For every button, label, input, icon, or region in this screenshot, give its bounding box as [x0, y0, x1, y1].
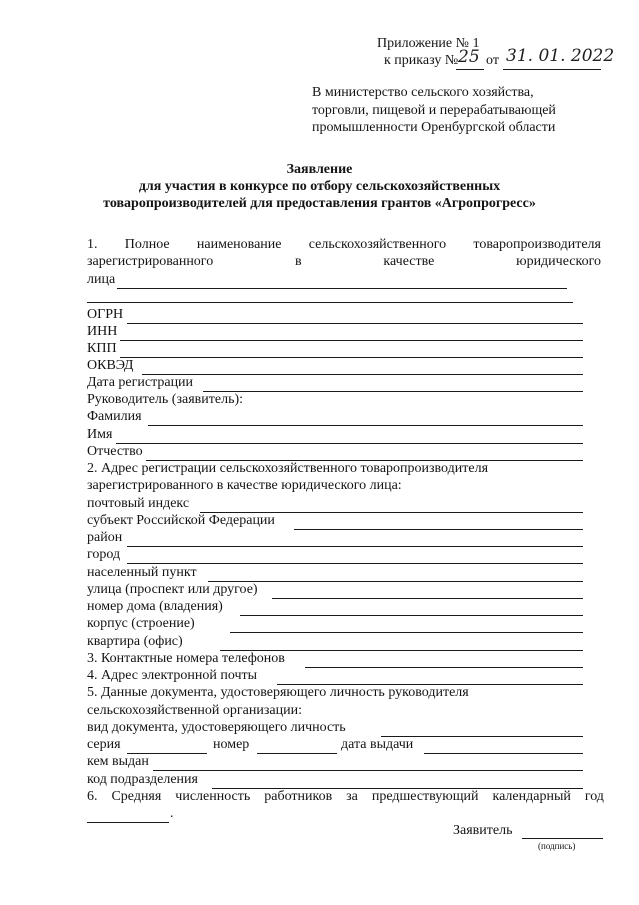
signature-field[interactable] [522, 838, 603, 839]
section6-word: численность [175, 789, 251, 804]
appendix-order-label: к приказу № [384, 53, 459, 68]
building-label: корпус (строение) [87, 616, 195, 631]
flat-label: квартира (офис) [87, 634, 183, 649]
issue-date-field[interactable] [424, 753, 583, 754]
employee-count-field[interactable] [87, 822, 169, 823]
doc-type-label: вид документа, удостоверяющего личность [87, 720, 346, 735]
addressee-line-3: промышленности Оренбургской области [312, 120, 556, 135]
section1-word: Полное [124, 237, 170, 252]
subject-label: субъект Российской Федерации [87, 513, 275, 528]
order-number-line [456, 69, 484, 70]
document-title: Заявление [286, 162, 353, 177]
subject-field[interactable] [294, 529, 583, 530]
document-subtitle-1: для участия в конкурсе по отбору сельскохозяйственных [138, 179, 501, 194]
city-field[interactable] [127, 563, 583, 564]
appendix-title: Приложение № 1 [377, 36, 480, 51]
section5-line-2: сельскохозяйственной организации: [87, 703, 302, 718]
ogrn-label: ОГРН [87, 307, 124, 322]
section6-word: работников [264, 789, 333, 804]
section6-period: . [170, 806, 174, 821]
reg-date-label: Дата регистрации [87, 375, 194, 390]
street-field[interactable] [272, 598, 583, 599]
surname-label: Фамилия [87, 409, 142, 424]
name-field[interactable] [116, 443, 583, 444]
house-label: номер дома (владения) [87, 599, 223, 614]
division-code-label: код подразделения [87, 772, 198, 787]
district-field[interactable] [127, 546, 583, 547]
section1-line-2 [87, 254, 601, 270]
inn-field[interactable] [120, 340, 583, 341]
section1-word: в [295, 254, 302, 269]
settlement-field[interactable] [208, 581, 583, 582]
building-field[interactable] [230, 632, 583, 633]
inn-label: ИНН [87, 324, 118, 339]
section6-word: календарный [492, 789, 571, 804]
street-label: улица (проспект или другое) [87, 582, 258, 597]
postal-label: почтовый индекс [87, 496, 190, 511]
section5-line-1: 5. Данные документа, удостоверяющего личность руководителя [87, 685, 469, 700]
kpp-field[interactable] [120, 357, 583, 358]
section2-line-2: зарегистрированного в качестве юридического лица: [87, 478, 402, 493]
section6-word: за [346, 789, 358, 804]
order-from-label: от [486, 53, 499, 68]
patronymic-label: Отчество [87, 444, 143, 459]
signature-label: Заявитель [453, 823, 513, 838]
kpp-label: КПП [87, 341, 117, 356]
section6-word: Средняя [111, 789, 162, 804]
section1-word: зарегистрированного [87, 254, 214, 269]
phones-field[interactable] [305, 667, 583, 668]
section1-word: наименование [196, 237, 282, 252]
house-field[interactable] [240, 615, 583, 616]
reg-date-field[interactable] [203, 391, 583, 392]
section1-word: качестве [383, 254, 435, 269]
order-number: 25 [458, 47, 480, 67]
okved-field[interactable] [142, 374, 583, 375]
issued-by-label: кем выдан [87, 754, 149, 769]
series-label: серия [87, 737, 121, 752]
company-name-field-2[interactable] [87, 302, 573, 303]
number-field[interactable] [257, 753, 337, 754]
order-date-line [503, 69, 601, 70]
surname-field[interactable] [148, 425, 583, 426]
section1-word: 1. [87, 237, 98, 252]
section1-word: сельскохозяйственного [308, 237, 447, 252]
section6-word: 6. [87, 789, 98, 804]
email-label: 4. Адрес электронной почты [87, 668, 258, 683]
head-label: Руководитель (заявитель): [87, 392, 244, 407]
section1-word: товаропроизводителя [473, 237, 601, 252]
section1-word: юридического [516, 254, 601, 269]
section2-line-1: 2. Адрес регистрации сельскохозяйственного товаропроизводителя [87, 461, 489, 476]
city-label: город [87, 547, 121, 562]
section6-word: год [584, 789, 604, 804]
phones-label: 3. Контактные номера телефонов [87, 651, 285, 666]
company-name-field-1[interactable] [117, 288, 567, 289]
signature-caption: (подпись) [538, 841, 576, 851]
settlement-label: населенный пункт [87, 565, 197, 580]
number-label: номер [213, 737, 250, 752]
issue-date-label: дата выдачи [341, 737, 414, 752]
okved-label: ОКВЭД [87, 358, 134, 373]
addressee-line-1: В министерство сельского хозяйства, [312, 85, 534, 100]
section6-word: предшествующий [371, 789, 479, 804]
name-label: Имя [87, 427, 113, 442]
section1-line-1 [87, 237, 601, 253]
section1-line-3: лица [87, 272, 116, 287]
document-subtitle-2: товаропроизводителей для предоставления грантов «Агропрогресс» [103, 196, 536, 211]
issued-by-field[interactable] [153, 770, 583, 771]
order-date: 31. 01. 2022 [506, 46, 615, 66]
section6-line-1 [87, 789, 604, 805]
district-label: район [87, 530, 123, 545]
ogrn-field[interactable] [127, 323, 583, 324]
addressee-line-2: торговли, пищевой и перерабатывающей [312, 103, 556, 118]
